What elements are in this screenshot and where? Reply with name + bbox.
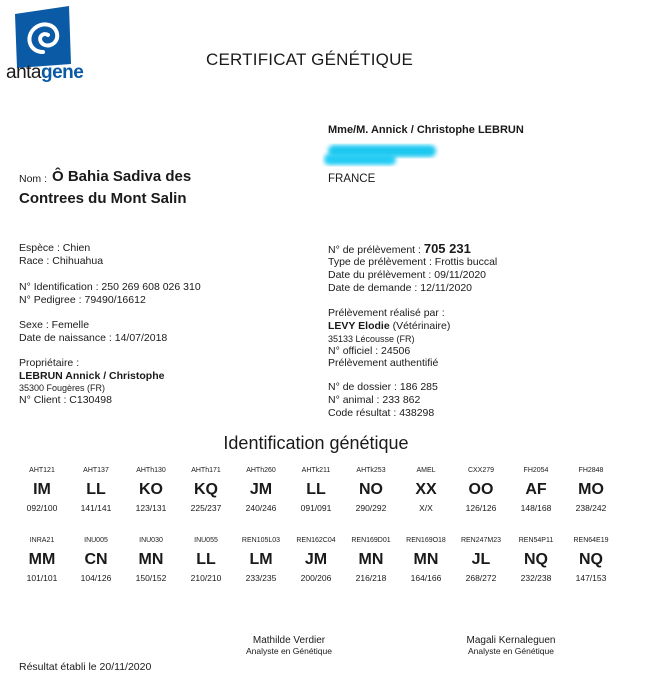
redacted-address-blur [322, 140, 440, 168]
genotype-value: JL [471, 551, 491, 568]
genotype-value: LL [86, 481, 106, 498]
proprietaire-name: LEBRUN Annick / Christophe [19, 370, 165, 382]
locus-label: AHTh171 [191, 467, 221, 474]
genotype-value: KO [139, 481, 163, 498]
veterinaire [328, 320, 450, 332]
genotype-value: JM [249, 481, 273, 498]
locus-label: AHT137 [83, 467, 109, 474]
locus-label: AMEL [416, 467, 436, 474]
genotype-cell [507, 467, 565, 513]
allele-values: 240/246 [245, 503, 277, 513]
prelevement-value: 705 231 [423, 241, 471, 256]
allele-values: 233/235 [245, 573, 277, 583]
numero-dossier: N° de dossier : 186 285 [328, 381, 438, 393]
allele-values: 147/153 [575, 573, 607, 583]
allele-values: 164/166 [410, 573, 442, 583]
genotype-value: LL [196, 551, 216, 568]
genotype-cell [287, 537, 345, 583]
dog-name-line1: Ô Bahia Sadiva des [52, 168, 192, 185]
genotype-value: IM [33, 481, 51, 498]
genotype-cell [562, 537, 620, 583]
genotype-cell [13, 467, 71, 513]
genotype-value: NQ [524, 551, 548, 568]
allele-values: X/X [419, 503, 433, 513]
dog-name [19, 166, 219, 210]
locus-label: REN54P11 [518, 537, 554, 544]
locus-label: INU055 [194, 537, 218, 544]
prelevement-authentifie: Prélèvement authentifié [328, 357, 439, 369]
date-prelevement: Date du prélèvement : 09/11/2020 [328, 269, 486, 281]
genotype-cell [452, 537, 510, 583]
allele-values: 101/101 [26, 573, 58, 583]
genotype-cell [177, 537, 235, 583]
genotype-cell [13, 537, 71, 583]
proprietaire-city: 35300 Fougères (FR) [19, 383, 106, 393]
genotype-cell [122, 537, 180, 583]
client-number: N° Client : C130498 [19, 394, 112, 406]
proprietaire-label: Propriétaire : [19, 357, 80, 369]
genotype-cell [177, 467, 235, 513]
vet-city: 35133 Lécousse (FR) [328, 334, 415, 344]
identification-number: N° Identification : 250 269 608 026 310 [19, 281, 201, 293]
genotype-value: MM [28, 551, 56, 568]
antagene-logo-icon [13, 6, 73, 70]
locus-label: REN105L03 [241, 537, 281, 544]
nom-label: Nom : [19, 173, 48, 185]
allele-values: 225/237 [190, 503, 222, 513]
genotype-cell [507, 537, 565, 583]
allele-values: 268/272 [465, 573, 497, 583]
pedigree-number: N° Pedigree : 79490/16612 [19, 294, 146, 306]
signature-role: Analyste en Génétique [467, 646, 554, 656]
signature-block-2 [431, 635, 591, 656]
allele-values: 123/131 [135, 503, 167, 513]
race: Race : Chihuahua [19, 255, 104, 267]
genotype-cell [232, 537, 290, 583]
genotype-value: LM [249, 551, 273, 568]
genotype-cell [67, 537, 125, 583]
genotype-value: MO [578, 481, 604, 498]
genotype-value: XX [415, 481, 437, 498]
genotype-value: NQ [579, 551, 603, 568]
dog-name-line2: Contrees du Mont Salin [19, 190, 187, 207]
prelevement-number [328, 241, 471, 256]
locus-label: INU005 [84, 537, 108, 544]
type-prelevement: Type de prélèvement : Frottis buccal [328, 256, 498, 268]
numero-animal: N° animal : 233 862 [328, 394, 421, 406]
locus-label: AHTh130 [136, 467, 166, 474]
result-date: Résultat établi le 20/11/2020 [19, 661, 152, 673]
allele-values: 148/168 [520, 503, 552, 513]
vet-name: LEVY Elodie [328, 320, 390, 332]
date-naissance: Date de naissance : 14/07/2018 [19, 332, 168, 344]
numero-officiel: N° officiel : 24506 [328, 345, 411, 357]
genotype-cell [342, 467, 400, 513]
genotype-value: AF [525, 481, 547, 498]
allele-values: 104/126 [80, 573, 112, 583]
logo-text [6, 62, 83, 84]
locus-label: CXX279 [467, 467, 495, 474]
genotype-cell [397, 537, 455, 583]
certificate-title: CERTIFICAT GÉNÉTIQUE [206, 50, 414, 69]
sexe: Sexe : Femelle [19, 319, 90, 331]
locus-label: REN169O18 [406, 537, 446, 544]
logo-text-suffix: gene [40, 62, 84, 83]
signature-role: Analyste en Génétique [245, 646, 332, 656]
prelevement-label: N° de prélèvement : [328, 244, 421, 256]
owner-header-name: Mme/M. Annick / Christophe LEBRUN [328, 124, 524, 136]
locus-label: REN162C04 [296, 537, 336, 544]
owner-country: FRANCE [328, 173, 376, 185]
allele-values: 141/141 [80, 503, 112, 513]
genotype-value: KQ [194, 481, 218, 498]
vet-role: (Vétérinaire) [392, 320, 451, 332]
genotype-value: MN [358, 551, 384, 568]
genotype-cell [122, 467, 180, 513]
genotype-cell [232, 467, 290, 513]
locus-label: AHTh260 [246, 467, 276, 474]
allele-values: 216/218 [355, 573, 387, 583]
allele-values: 238/242 [575, 503, 607, 513]
allele-values: 091/091 [300, 503, 332, 513]
allele-values: 232/238 [520, 573, 552, 583]
section-title: Identification génétique [223, 433, 409, 453]
genotype-cell [287, 467, 345, 513]
genotype-cell [67, 467, 125, 513]
locus-label: INU030 [139, 537, 163, 544]
locus-label: AHTk253 [356, 467, 386, 474]
genotype-cell [452, 467, 510, 513]
date-demande: Date de demande : 12/11/2020 [328, 282, 473, 294]
signature-name: Magali Kernaleguen [466, 635, 556, 646]
genotype-cell [562, 467, 620, 513]
genotype-value: NO [359, 481, 383, 498]
allele-values: 150/152 [135, 573, 167, 583]
locus-label: REN169D01 [351, 537, 391, 544]
genotype-value: OO [468, 481, 494, 498]
genotype-value: MN [138, 551, 164, 568]
genotype-value: MN [413, 551, 439, 568]
allele-values: 092/100 [26, 503, 58, 513]
locus-label: REN247M23 [460, 537, 502, 544]
locus-label: AHT121 [29, 467, 55, 474]
signature-block-1 [209, 635, 369, 656]
signature-name: Mathilde Verdier [252, 635, 326, 646]
locus-label: FH2848 [578, 467, 604, 474]
genotype-value: CN [84, 551, 108, 568]
genotype-cell [342, 537, 400, 583]
locus-label: FH2054 [523, 467, 549, 474]
allele-values: 200/206 [300, 573, 332, 583]
locus-label: REN64E19 [573, 537, 609, 544]
locus-label: INRA21 [29, 537, 55, 544]
genotype-value: JM [304, 551, 328, 568]
espece: Espèce : Chien [19, 242, 91, 254]
genotype-value: LL [306, 481, 326, 498]
allele-values: 210/210 [190, 573, 222, 583]
allele-values: 126/126 [465, 503, 497, 513]
logo-text-prefix: anta [6, 62, 41, 83]
realise-par-label: Prélèvement réalisé par : [328, 307, 445, 319]
code-resultat: Code résultat : 438298 [328, 407, 435, 419]
allele-values: 290/292 [355, 503, 387, 513]
genotype-cell [397, 467, 455, 513]
locus-label: AHTk211 [301, 467, 331, 474]
